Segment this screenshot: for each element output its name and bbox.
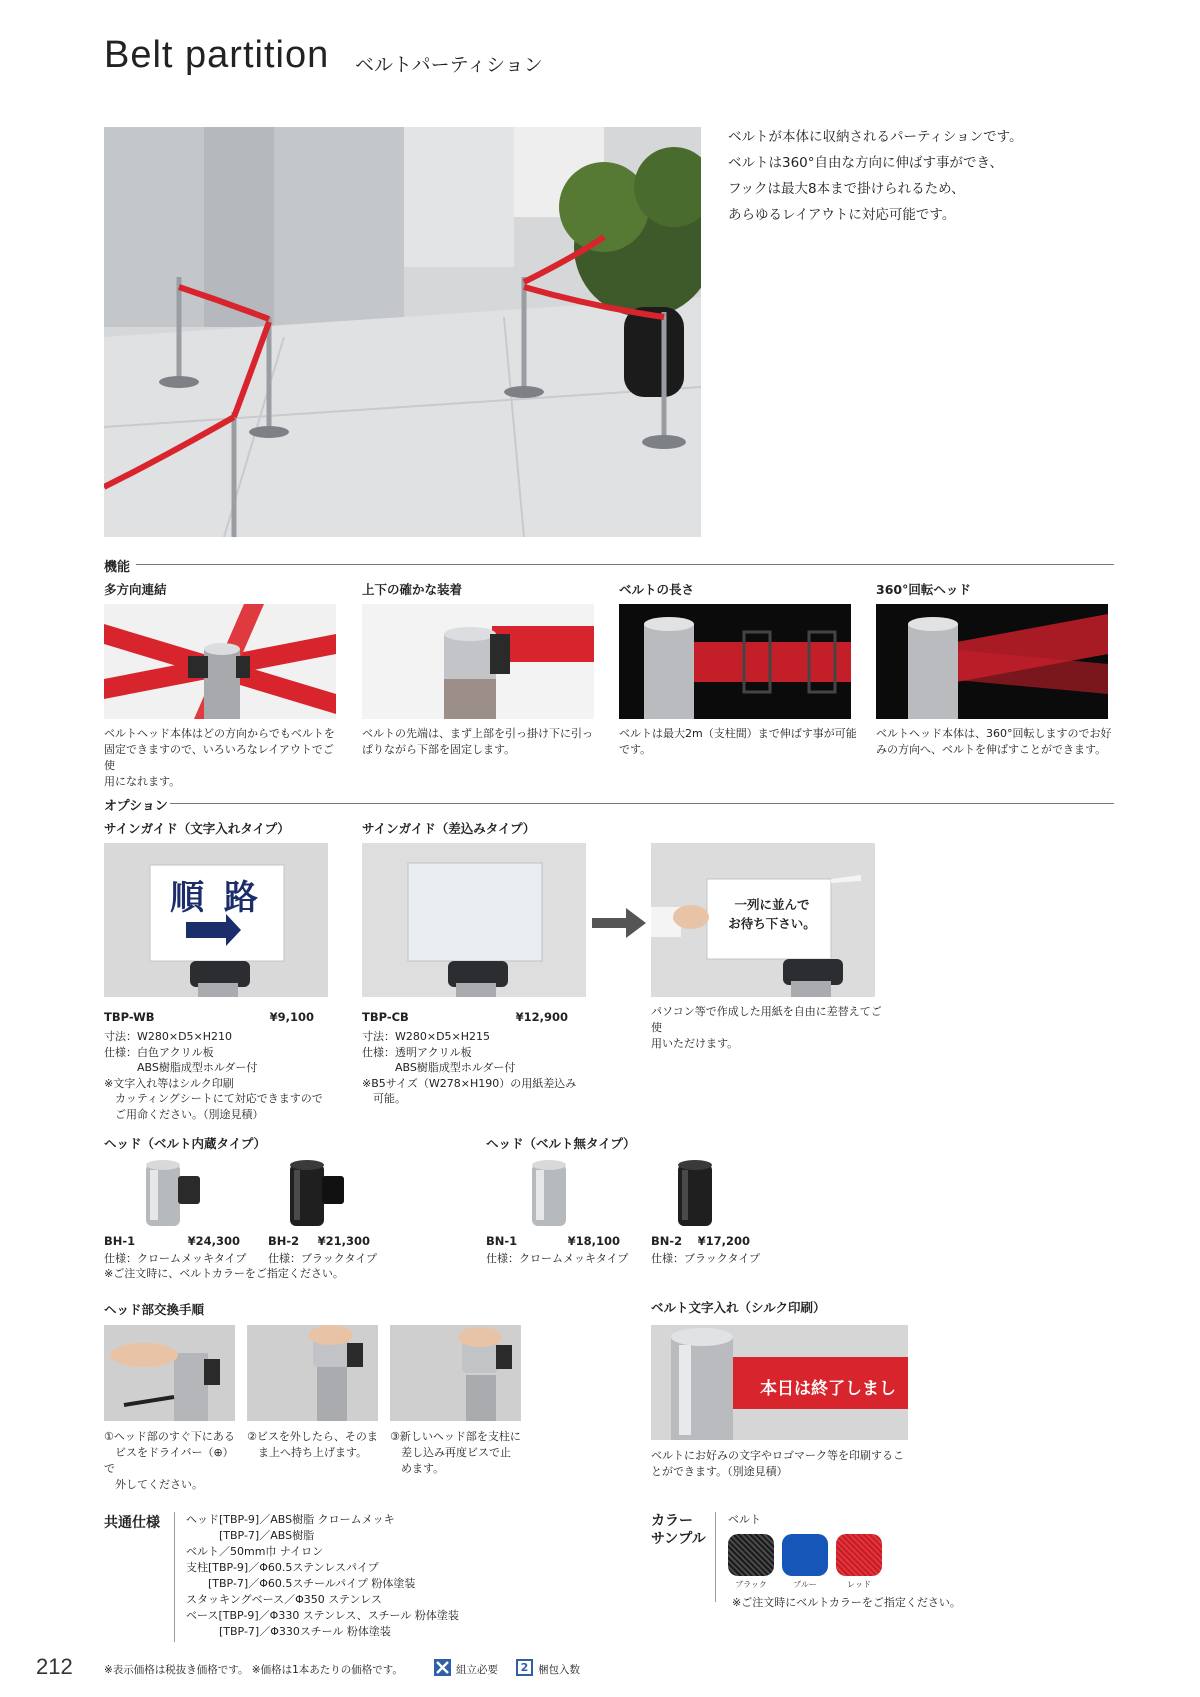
hero-photo bbox=[104, 127, 701, 537]
caption-line: です。 bbox=[619, 743, 652, 756]
caption-line: とができます。（別途見積） bbox=[651, 1465, 788, 1478]
caption-line: ③新しいヘッド部を支柱に bbox=[390, 1430, 521, 1443]
exchange-step-caption-3 bbox=[390, 1429, 530, 1477]
exchange-step-caption-2 bbox=[247, 1429, 387, 1461]
arrow-icon bbox=[592, 908, 648, 938]
color-sample-belt-label: ベルト bbox=[728, 1513, 761, 1526]
caption-line: ①ヘッド部のすぐ下にある bbox=[104, 1430, 235, 1443]
features-label: 機能 bbox=[104, 560, 131, 575]
head-bn1-price: ¥18,100 bbox=[567, 1234, 620, 1248]
head-bn1-image bbox=[530, 1160, 570, 1228]
caption-line: ベルトは最大2m（支柱間）まで伸ばす事が可能 bbox=[619, 727, 857, 740]
intro-line: ベルトが本体に収納されるパーティションです。 bbox=[728, 129, 1023, 145]
sign-cb-title: サインガイド（差込みタイプ） bbox=[362, 821, 536, 836]
head-belt-title: ヘッド（ベルト内蔵タイプ） bbox=[104, 1136, 267, 1151]
intro-line: ベルトは360°自由な方向に伸ばす事ができ、 bbox=[728, 155, 1003, 171]
feature-photo-belt-length bbox=[619, 604, 851, 719]
feature-photo-multi-direction bbox=[104, 604, 336, 719]
intro-line: あらゆるレイアウトに対応可能です。 bbox=[728, 207, 956, 223]
swatch-red bbox=[836, 1534, 882, 1576]
sign-cb-price: ¥12,900 bbox=[515, 1010, 568, 1024]
head-bh1-image bbox=[146, 1160, 206, 1228]
assembly-label: 組立必要 bbox=[456, 1664, 498, 1676]
swatch-label-black: ブラック bbox=[735, 1580, 767, 1589]
features-rule bbox=[136, 564, 1114, 565]
belt-print-text: 本日は終了しまし bbox=[760, 1379, 896, 1399]
feature-photo-secure-attach bbox=[362, 604, 594, 719]
feature-title-3: ベルトの長さ bbox=[619, 582, 695, 597]
sign-wb-title: サインガイド（文字入れタイプ） bbox=[104, 821, 290, 836]
feature-title-1: 多方向連結 bbox=[104, 582, 167, 597]
head-bn2-spec: 仕様：ブラックタイプ bbox=[651, 1252, 761, 1265]
sign-insert-caption bbox=[651, 1004, 891, 1052]
assembly-icon bbox=[434, 1659, 451, 1676]
caption-line: ベルトヘッド本体は、360°回転しますのでお好 bbox=[876, 727, 1112, 740]
feature-caption-3 bbox=[619, 726, 859, 758]
head-bn2-price: ¥17,200 bbox=[697, 1234, 750, 1248]
common-spec-text: ヘッド[TBP-9]／ABS樹脂 クロームメッキ [TBP-7]／ABS樹脂 ベルト／50mm巾 ナイロン 支柱[TBP-9]／Φ60.5ステンレスパイプ [TBP-7]／Φ60.5スチールパイプ 粉体塗装 スタッキングベース／Φ350 ステンレス ベース[TBP-9]／Φ330 ステンレス、スチール 粉体塗装 [TBP-7]／Φ330スチール 粉体塗装 bbox=[186, 1513, 459, 1638]
color-sample-divider bbox=[715, 1512, 716, 1602]
exchange-step-caption-1 bbox=[104, 1429, 244, 1493]
head-exchange-title: ヘッド部交換手順 bbox=[104, 1302, 205, 1317]
feature-caption-2 bbox=[362, 726, 602, 758]
head-bh2-spec: 仕様：ブラックタイプ bbox=[268, 1252, 378, 1265]
caption-line: ベルトにお好みの文字やロゴマーク等を印刷するこ bbox=[651, 1449, 904, 1462]
page-title: Belt partition bbox=[104, 34, 330, 76]
caption-line: みの方向へ、ベルトを伸ばすことができます。 bbox=[876, 743, 1107, 756]
sign-insert-line: 一列に並んで bbox=[734, 897, 810, 912]
exchange-step-photo-3 bbox=[390, 1325, 521, 1421]
caption-line: めます。 bbox=[390, 1462, 445, 1475]
belt-print-caption bbox=[651, 1448, 921, 1480]
common-spec-divider bbox=[174, 1512, 175, 1642]
common-spec-label: 共通仕様 bbox=[104, 1515, 160, 1531]
head-bh1-price: ¥24,300 bbox=[187, 1234, 240, 1248]
head-bh2-price: ¥21,300 bbox=[317, 1234, 370, 1248]
options-rule bbox=[170, 803, 1114, 804]
swatch-label-blue: ブルー bbox=[793, 1580, 817, 1589]
swatch-label-red: レッド bbox=[847, 1580, 871, 1589]
head-bn1-spec: 仕様：クロームメッキタイプ bbox=[486, 1252, 629, 1265]
sign-cb-spec: 寸法：W280×D5×H215 仕様：透明アクリル板 ABS樹脂成型ホルダー付 ※B5サイズ（W278×H190）の用紙差込み 可能。 bbox=[362, 1030, 577, 1105]
head-bh2-image bbox=[290, 1160, 350, 1228]
sign-wb-price: ¥9,100 bbox=[269, 1010, 314, 1024]
swatch-black bbox=[728, 1534, 774, 1576]
sign-wb-text: 順 路 bbox=[170, 878, 262, 918]
color-sample-label-line: カラー bbox=[651, 1513, 693, 1529]
head-bn1-model: BN-1 bbox=[486, 1234, 518, 1248]
intro-text bbox=[728, 124, 1048, 228]
caption-line: ②ビスを外したら、そのま bbox=[247, 1430, 378, 1443]
caption-line: ま上へ持ち上げます。 bbox=[247, 1446, 368, 1459]
caption-line: ぱりながら下部を固定します。 bbox=[362, 743, 516, 756]
sign-insert-text bbox=[712, 895, 832, 933]
footer-note: ※表示価格は税抜き価格です。 ※価格は1本あたりの価格です。 bbox=[104, 1664, 403, 1676]
feature-caption-1 bbox=[104, 726, 344, 790]
head-nobelt-title: ヘッド（ベルト無タイプ） bbox=[486, 1136, 636, 1151]
caption-line: 用いただけます。 bbox=[651, 1037, 739, 1050]
caption-line: 固定できますので、いろいろなレイアウトでご使 bbox=[104, 743, 334, 772]
color-sample-label bbox=[651, 1512, 706, 1548]
head-bh2-model: BH-2 bbox=[268, 1234, 300, 1248]
caption-line: 外してください。 bbox=[104, 1478, 203, 1491]
color-sample-label-line: サンプル bbox=[651, 1531, 706, 1547]
sign-insert-line: お待ち下さい。 bbox=[728, 916, 816, 931]
caption-line: 差し込み再度ビスで止 bbox=[390, 1446, 511, 1459]
head-bh1-spec: 仕様：クロームメッキタイプ bbox=[104, 1252, 247, 1265]
pack-count-icon: 2 bbox=[516, 1659, 533, 1676]
feature-caption-4 bbox=[876, 726, 1116, 758]
swatch-blue bbox=[782, 1534, 828, 1576]
sign-cb-model: TBP-CB bbox=[362, 1010, 409, 1024]
options-label: オプション bbox=[104, 799, 168, 814]
exchange-step-photo-1 bbox=[104, 1325, 235, 1421]
sign-wb-photo bbox=[104, 843, 328, 997]
feature-photo-rotating-head bbox=[876, 604, 1108, 719]
caption-line: 用になれます。 bbox=[104, 775, 181, 788]
intro-line: フックは最大8本まで掛けられるため、 bbox=[728, 181, 965, 197]
caption-line: ベルトヘッド本体はどの方向からでもベルトを bbox=[104, 727, 335, 740]
head-bh1-model: BH-1 bbox=[104, 1234, 136, 1248]
head-bn2-image bbox=[676, 1160, 716, 1228]
color-sample-note: ※ご注文時にベルトカラーをご指定ください。 bbox=[732, 1596, 961, 1609]
caption-line: パソコン等で作成した用紙を自由に差替えてご使 bbox=[651, 1005, 882, 1034]
caption-line: ベルトの先端は、まず上部を引っ掛け下に引っ bbox=[362, 727, 593, 740]
belt-print-title: ベルト文字入れ（シルク印刷） bbox=[651, 1300, 826, 1315]
sign-cb-photo bbox=[362, 843, 586, 997]
sign-wb-spec: 寸法：W280×D5×H210 仕様：白色アクリル板 ABS樹脂成型ホルダー付 ※文字入れ等はシルク印刷 カッティングシートにて対応できますので ご用命ください。（別途見積） bbox=[104, 1030, 323, 1121]
caption-line: ビスをドライバー（⊕）で bbox=[104, 1446, 234, 1475]
page-number: 212 bbox=[36, 1654, 73, 1679]
exchange-step-photo-2 bbox=[247, 1325, 378, 1421]
page-subtitle: ベルトパーティション bbox=[355, 54, 543, 76]
feature-title-2: 上下の確かな装着 bbox=[362, 582, 463, 597]
feature-title-4: 360°回転ヘッド bbox=[876, 582, 971, 597]
sign-wb-model: TBP-WB bbox=[104, 1010, 155, 1024]
pack-label: 梱包入数 bbox=[538, 1664, 580, 1676]
head-bn2-model: BN-2 bbox=[651, 1234, 683, 1248]
head-belt-note: ※ご注文時に、ベルトカラーをご指定ください。 bbox=[104, 1267, 344, 1280]
